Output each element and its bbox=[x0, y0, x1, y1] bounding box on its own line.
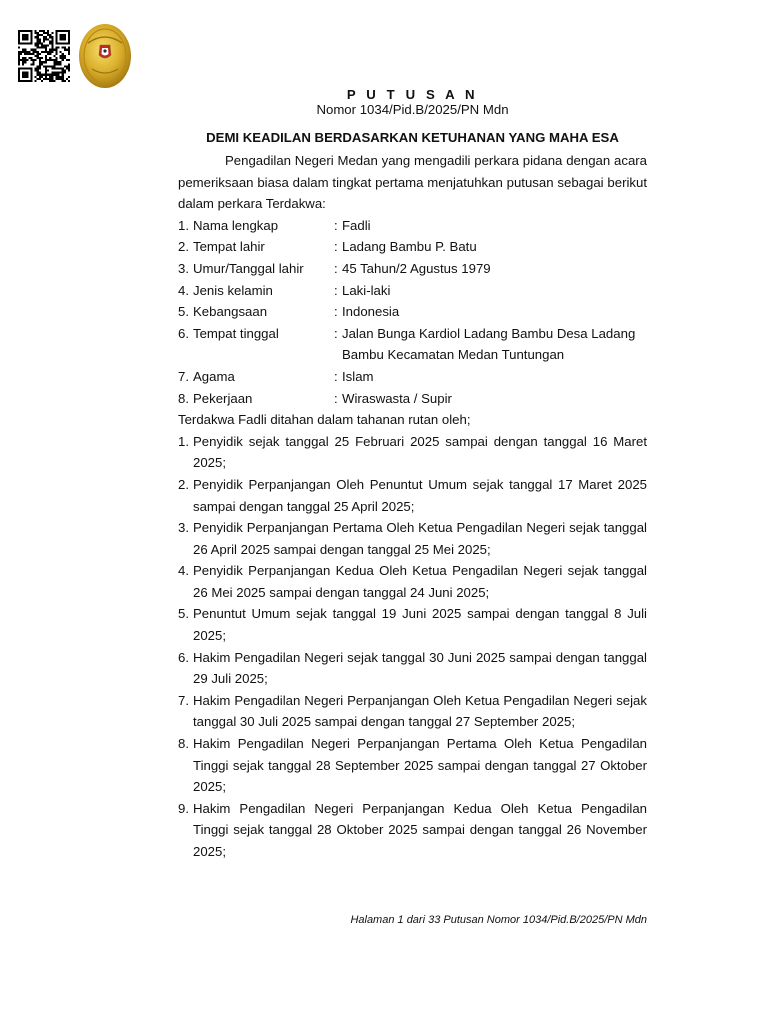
identity-number: 8. bbox=[178, 390, 189, 406]
detention-item bbox=[178, 603, 647, 646]
detention-text: Hakim Pengadilan Negeri Perpanjangan Oleh Ketua Pengadilan Negeri sejak tanggal 30 Juli 2025 sampai dengan tanggal 27 September 2025; bbox=[193, 692, 647, 730]
identity-colon: : bbox=[334, 304, 338, 320]
identity-colon: : bbox=[334, 239, 338, 255]
detention-item bbox=[178, 733, 647, 798]
identity-label: Jenis kelamin bbox=[193, 282, 273, 298]
detention-number: 3. bbox=[178, 520, 189, 536]
detention-item bbox=[178, 517, 647, 560]
detention-item bbox=[178, 647, 647, 690]
detention-text: Penyidik sejak tanggal 25 Februari 2025 sampai dengan tanggal 16 Maret 2025; bbox=[193, 433, 647, 471]
identity-colon: : bbox=[334, 260, 338, 276]
court-emblem-logo bbox=[78, 23, 132, 89]
detention-text: Penyidik Perpanjangan Oleh Penuntut Umum sejak tanggal 17 Maret 2025 sampai dengan tanggal 25 April 2025; bbox=[193, 476, 647, 514]
detention-item bbox=[178, 798, 647, 863]
identity-label: Pekerjaan bbox=[193, 390, 253, 406]
identity-row bbox=[178, 301, 647, 323]
intro-paragraph: Pengadilan Negeri Medan yang mengadili perkara pidana dengan acara pemeriksaan biasa dalam tingkat pertama menjatuhkan putusan sebagai berikut dalam perkara Terdakwa: bbox=[178, 153, 647, 212]
identity-label: Tempat lahir bbox=[193, 239, 265, 255]
identity-number: 7. bbox=[178, 368, 189, 384]
detention-text: Penyidik Perpanjangan Pertama Oleh Ketua Pengadilan Negeri sejak tanggal 26 April 2025 sampai dengan tanggal 25 Mei 2025; bbox=[193, 520, 647, 557]
identity-row bbox=[178, 323, 647, 366]
page-footer: Halaman 1 dari 33 Putusan Nomor 1034/Pid.B/2025/PN Mdn bbox=[350, 914, 647, 926]
identity-value: Islam bbox=[342, 368, 374, 384]
detention-text: Penuntut Umum sejak tanggal 19 Juni 2025 sampai dengan tanggal 8 Juli 2025; bbox=[193, 606, 647, 644]
detention-number: 5. bbox=[178, 606, 189, 622]
detention-number: 4. bbox=[178, 563, 189, 579]
identity-number: 1. bbox=[178, 217, 189, 233]
identity-row bbox=[178, 388, 647, 410]
detention-list bbox=[178, 431, 647, 863]
identity-label: Tempat tinggal bbox=[193, 325, 279, 341]
identity-value: Jalan Bunga Kardiol Ladang Bambu Desa Ladang Bambu Kecamatan Medan Tuntungan bbox=[342, 325, 636, 363]
identity-label: Umur/Tanggal lahir bbox=[193, 260, 304, 276]
identity-row bbox=[178, 258, 647, 280]
detention-text: Hakim Pengadilan Negeri Perpanjangan Pertama Oleh Ketua Pengadilan Tinggi sejak tanggal 28 September 2025 sampai dengan tanggal 27 Oktober 2025; bbox=[193, 736, 647, 795]
detention-text: Hakim Pengadilan Negeri sejak tanggal 30 Juni 2025 sampai dengan tanggal 29 Juli 2025; bbox=[193, 649, 647, 687]
identity-colon: : bbox=[334, 217, 338, 233]
identity-colon: : bbox=[334, 390, 338, 406]
identity-label: Kebangsaan bbox=[193, 304, 268, 320]
detention-number: 7. bbox=[178, 692, 189, 708]
detention-text: Hakim Pengadilan Negeri Perpanjangan Kedua Oleh Ketua Pengadilan Tinggi sejak tanggal 28 Oktober 2025 sampai dengan tanggal 26 November 2025; bbox=[193, 800, 647, 859]
identity-row bbox=[178, 366, 647, 388]
identity-number: 5. bbox=[178, 304, 189, 320]
identity-value: 45 Tahun/2 Agustus 1979 bbox=[342, 260, 491, 276]
identity-value: Wiraswasta / Supir bbox=[342, 390, 452, 406]
identity-number: 3. bbox=[178, 260, 189, 276]
document-heading: DEMI KEADILAN BERDASARKAN KETUHANAN YANG MAHA ESA bbox=[206, 130, 619, 145]
detention-item bbox=[178, 560, 647, 603]
document-body bbox=[178, 150, 647, 863]
identity-label: Nama lengkap bbox=[193, 217, 279, 233]
identity-value: Laki-laki bbox=[342, 282, 391, 298]
identity-row bbox=[178, 215, 647, 237]
detention-text: Penyidik Perpanjangan Kedua Oleh Ketua Pengadilan Negeri sejak tanggal 26 Mei 2025 sampai dengan tanggal 24 Juni 2025; bbox=[193, 563, 647, 600]
detention-number: 8. bbox=[178, 736, 189, 752]
identity-label: Agama bbox=[193, 368, 235, 384]
identity-row bbox=[178, 280, 647, 302]
identity-row bbox=[178, 236, 647, 258]
detention-item bbox=[178, 474, 647, 517]
identity-number: 4. bbox=[178, 282, 189, 298]
detention-number: 2. bbox=[178, 476, 189, 492]
identity-value: Indonesia bbox=[342, 304, 400, 320]
identity-colon: : bbox=[334, 282, 338, 298]
identity-value: Fadli bbox=[342, 217, 371, 233]
detention-number: 1. bbox=[178, 433, 189, 449]
document-title: P U T U S A N bbox=[346, 87, 479, 102]
detention-item bbox=[178, 431, 647, 474]
identity-value: Ladang Bambu P. Batu bbox=[342, 239, 477, 255]
identity-list bbox=[178, 215, 647, 409]
identity-number: 2. bbox=[178, 239, 189, 255]
document-number: Nomor 1034/Pid.B/2025/PN Mdn bbox=[316, 102, 509, 117]
detention-intro: Terdakwa Fadli ditahan dalam tahanan rutan oleh; bbox=[178, 412, 471, 428]
identity-colon: : bbox=[334, 368, 338, 384]
identity-colon: : bbox=[334, 325, 338, 341]
qr-code-icon bbox=[16, 30, 72, 82]
identity-number: 6. bbox=[178, 325, 189, 341]
detention-number: 9. bbox=[178, 800, 189, 816]
detention-number: 6. bbox=[178, 649, 189, 665]
detention-item bbox=[178, 690, 647, 733]
